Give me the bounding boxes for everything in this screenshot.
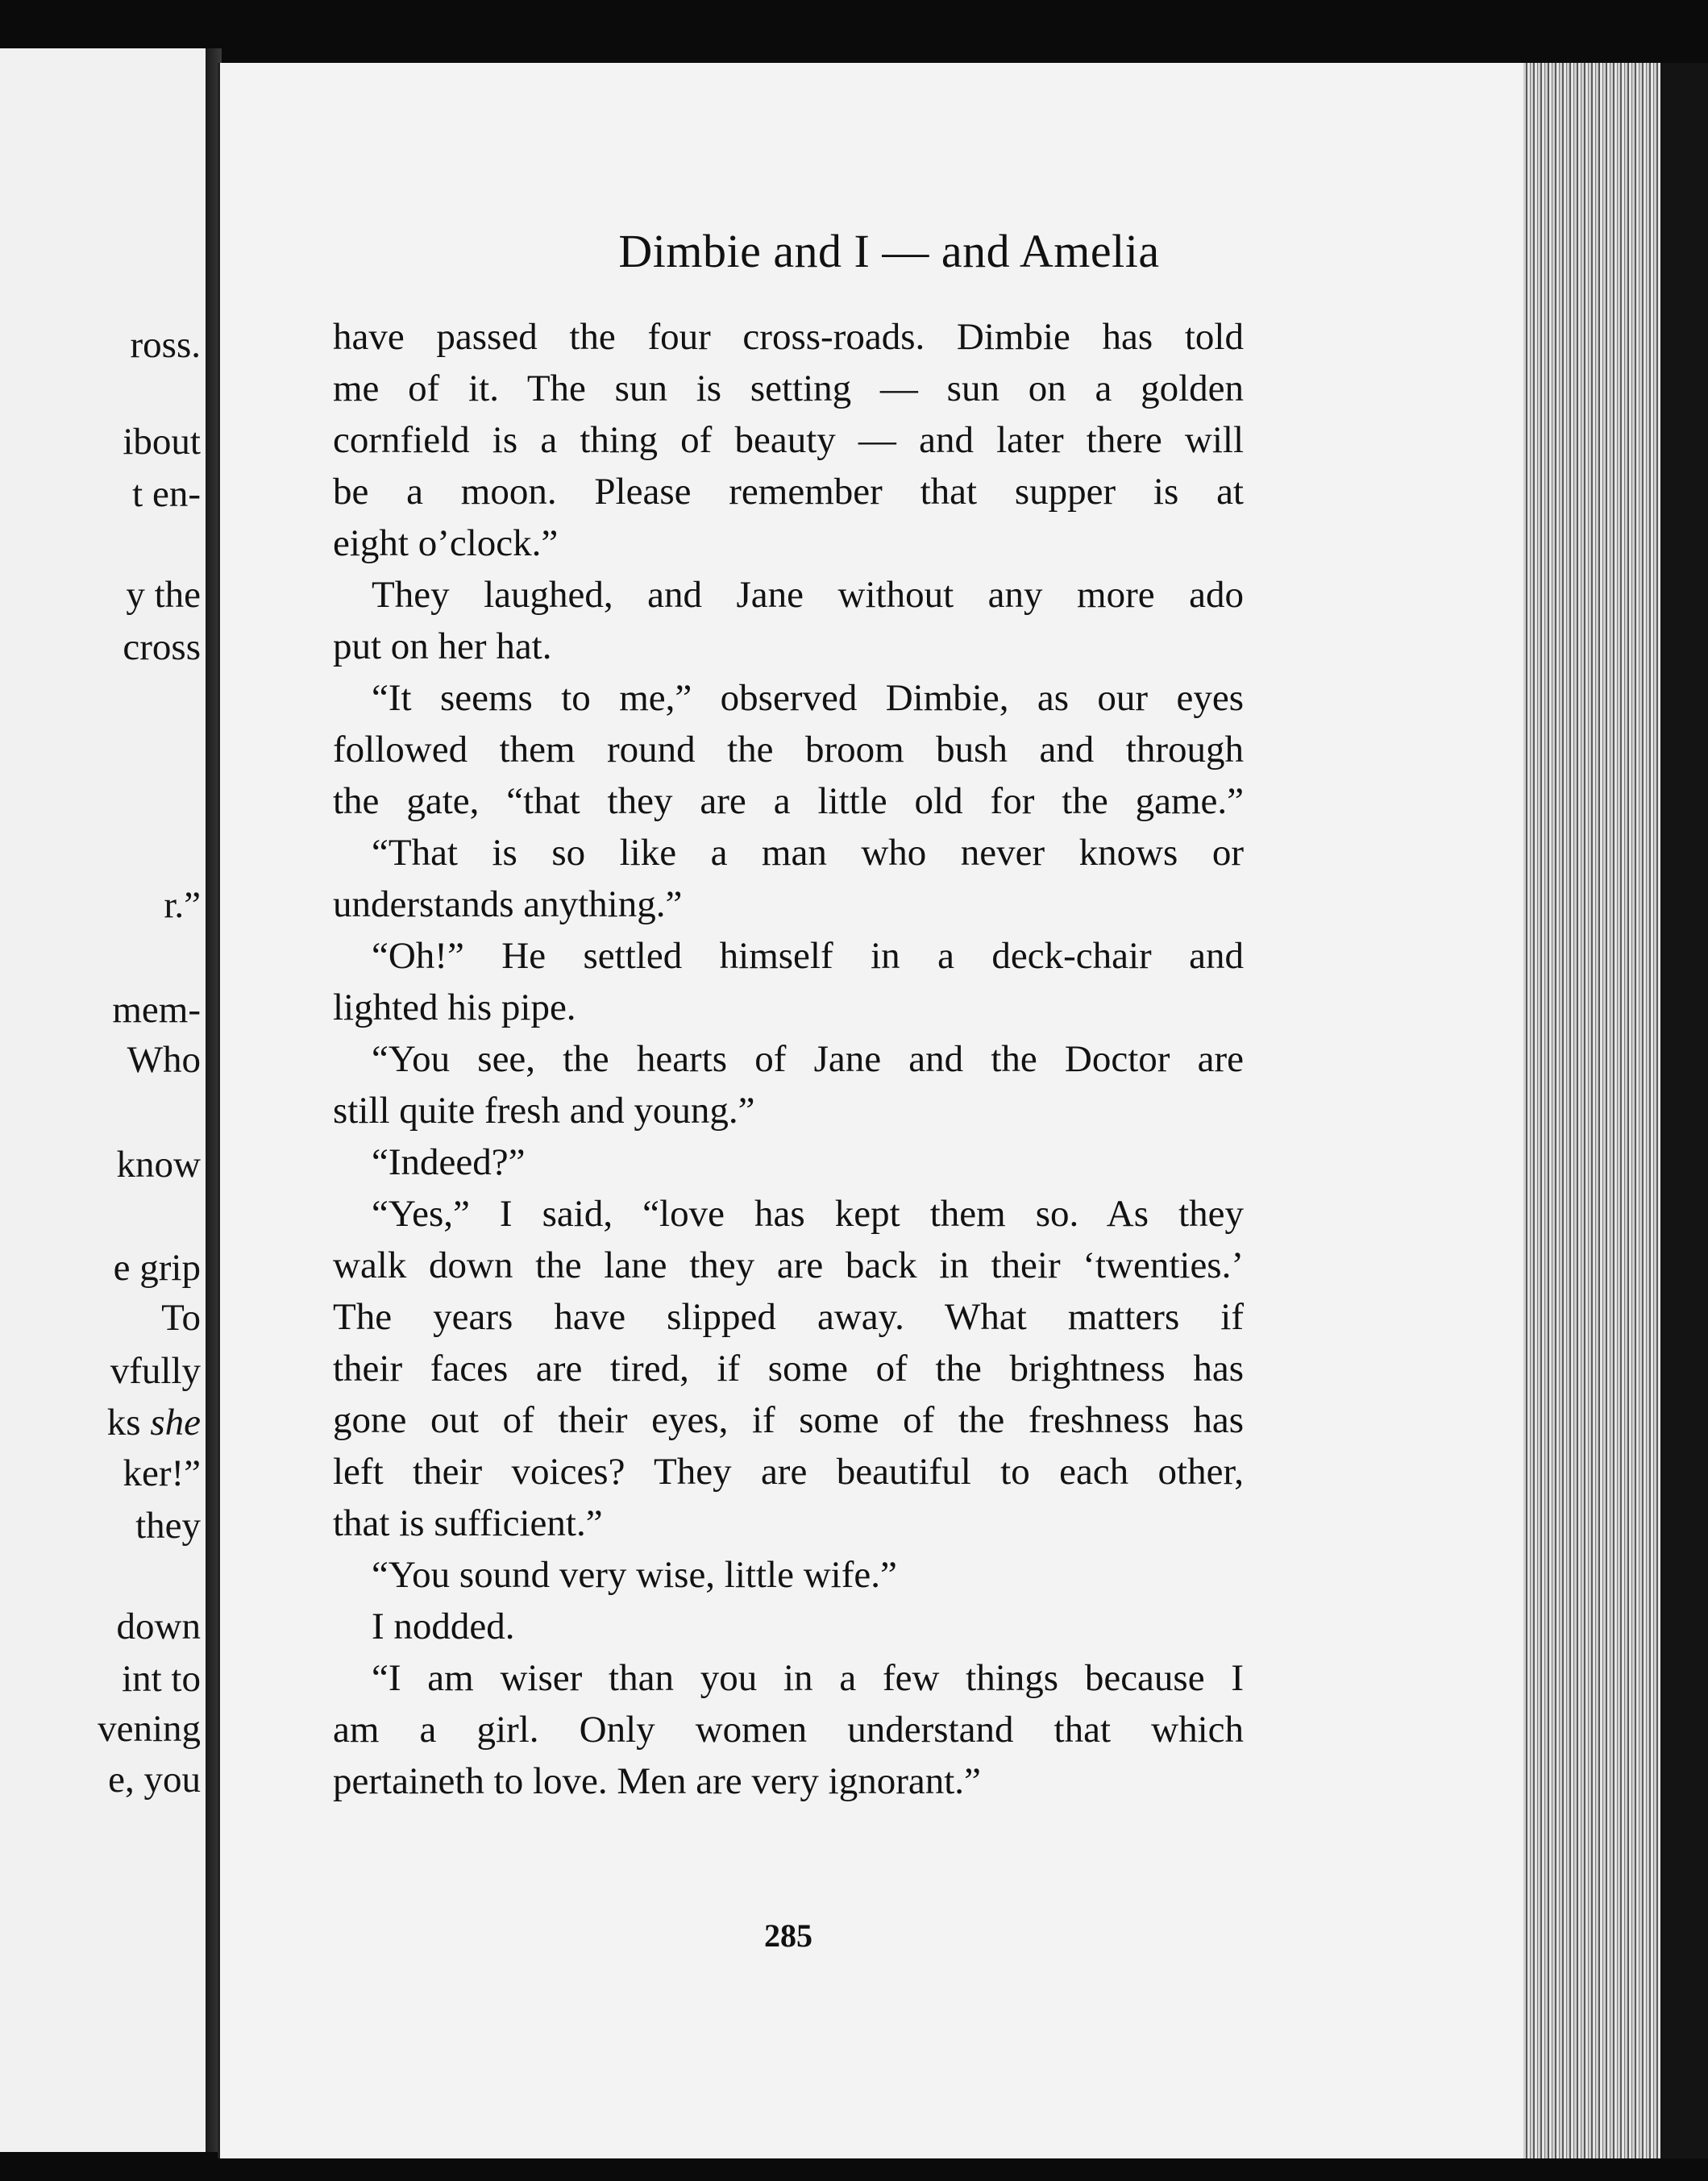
text-line: their faces are tired, if some of the brightness has xyxy=(333,1348,1244,1390)
text-line: that is sufficient.” xyxy=(333,1502,603,1544)
text-line: cornfield is a thing of beauty — and later there will xyxy=(333,419,1244,461)
page-number: 285 xyxy=(764,1917,812,1954)
page-body-text xyxy=(333,311,1244,1807)
text-line: “I am wiser than you in a few things because I xyxy=(372,1657,1244,1699)
left-page-line: ross. xyxy=(130,324,201,366)
text-line: still quite fresh and young.” xyxy=(333,1090,755,1132)
text-line: the gate, “that they are a little old for the game.” xyxy=(333,780,1244,822)
text-line: walk down the lane they are back in their ‘twenties.’ xyxy=(333,1244,1244,1286)
text-line: lighted his pipe. xyxy=(333,987,576,1028)
left-page-line: ibout xyxy=(123,421,201,463)
text-line: be a moon. Please remember that supper is at xyxy=(333,471,1244,513)
left-page-line: e grip xyxy=(113,1247,201,1289)
left-page-line: t en- xyxy=(132,473,201,515)
left-page-line: vening xyxy=(98,1708,201,1750)
left-page-line: they xyxy=(135,1505,201,1547)
text-line: have passed the four cross-roads. Dimbie has told xyxy=(333,316,1244,358)
text-line: “It seems to me,” observed Dimbie, as our eyes xyxy=(372,677,1244,719)
left-page-line: y the xyxy=(126,574,201,616)
page-edge-stack xyxy=(1523,63,1660,2158)
text-line: pertaineth to love. Men are very ignorant.” xyxy=(333,1760,981,1802)
text-line: “You see, the hearts of Jane and the Doctor are xyxy=(372,1038,1244,1080)
running-head: Dimbie and I — and Amelia xyxy=(618,225,1160,277)
text-line: They laughed, and Jane without any more ado xyxy=(372,574,1244,616)
left-page-line: down xyxy=(116,1606,201,1647)
left-page-line: vfully xyxy=(110,1350,201,1392)
left-page-line: ks she xyxy=(106,1402,201,1444)
text-line: I nodded. xyxy=(372,1606,515,1647)
book-page xyxy=(218,63,1558,2158)
left-page-line: cross xyxy=(123,626,201,668)
text-line: “Indeed?” xyxy=(372,1141,526,1183)
left-page-line: To xyxy=(161,1297,201,1339)
text-line: me of it. The sun is setting — sun on a golden xyxy=(333,368,1244,409)
previous-page-fragment xyxy=(0,48,209,2152)
left-page-line: int to xyxy=(122,1658,201,1700)
text-line: “That is so like a man who never knows or xyxy=(372,832,1244,874)
text-line: eight o’clock.” xyxy=(333,522,559,564)
text-line: gone out of their eyes, if some of the freshness has xyxy=(333,1399,1244,1441)
left-page-line: Who xyxy=(127,1039,201,1081)
text-line: followed them round the broom bush and through xyxy=(333,729,1244,771)
left-page-line: e, you xyxy=(108,1759,201,1801)
left-page-line: r.” xyxy=(164,884,201,926)
left-page-line: know xyxy=(116,1144,201,1186)
text-line: am a girl. Only women understand that which xyxy=(333,1709,1244,1751)
left-page-line: ker!” xyxy=(123,1452,201,1494)
text-line: understands anything.” xyxy=(333,883,683,925)
text-line: put on her hat. xyxy=(333,625,552,667)
text-line: “Yes,” I said, “love has kept them so. As they xyxy=(372,1193,1244,1235)
left-page-line: mem- xyxy=(112,989,201,1031)
scan-border xyxy=(1660,63,1708,2158)
text-line: “You sound very wise, little wife.” xyxy=(372,1554,897,1596)
text-line: “Oh!” He settled himself in a deck-chair and xyxy=(372,935,1244,977)
text-line: The years have slipped away. What matters if xyxy=(333,1296,1244,1338)
text-line: left their voices? They are beautiful to each other, xyxy=(333,1451,1244,1493)
